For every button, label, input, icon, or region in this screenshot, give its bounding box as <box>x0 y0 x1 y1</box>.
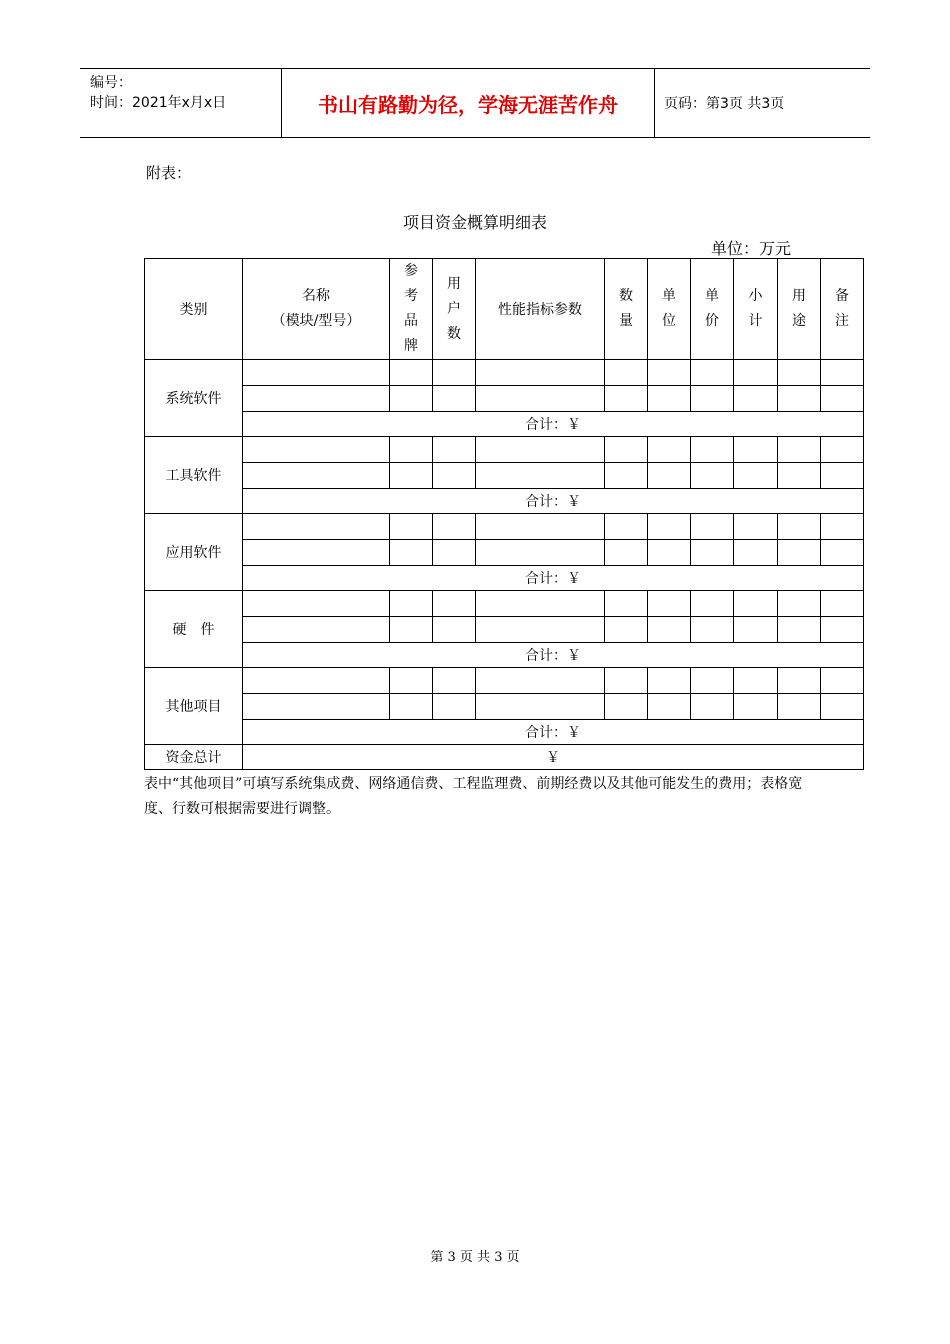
col-remark-char: 注 <box>835 313 849 329</box>
page-footer: 第 3 页 共 3 页 <box>430 1250 520 1265</box>
table-cell <box>734 591 778 617</box>
table-cell <box>778 386 821 412</box>
subtotal-row <box>145 643 864 668</box>
col-unit-char: 位 <box>662 313 676 329</box>
table-cell <box>243 668 390 694</box>
table-cell <box>243 540 390 566</box>
table-cell <box>243 617 390 643</box>
table-cell <box>821 591 864 617</box>
col-remark-char: 备 <box>835 288 849 304</box>
category-cell: 系统软件 <box>145 360 243 437</box>
col-qty-char: 量 <box>619 313 633 329</box>
header-divider <box>654 69 655 137</box>
col-users-char: 户 <box>447 300 461 317</box>
table-cell <box>778 437 821 463</box>
table-cell <box>691 694 734 720</box>
table-cell <box>648 694 691 720</box>
subtotal-cell: 合计：￥ <box>243 720 864 745</box>
col-use-char: 途 <box>792 313 806 329</box>
table-cell <box>734 437 778 463</box>
page-info: 页码：第3页 共3页 <box>664 96 785 112</box>
col-use-char: 用 <box>792 288 806 304</box>
table-cell <box>821 668 864 694</box>
col-brand-char: 牌 <box>404 338 418 354</box>
table-cell <box>691 668 734 694</box>
category-cell: 工具软件 <box>145 437 243 514</box>
table-cell <box>691 514 734 540</box>
table-cell <box>734 540 778 566</box>
table-cell <box>476 540 605 566</box>
table-cell <box>476 668 605 694</box>
grand-total-value: ￥ <box>243 745 864 770</box>
table-cell <box>778 694 821 720</box>
col-unit <box>648 259 691 360</box>
col-brand-char: 考 <box>404 288 418 304</box>
subtotal-cell: 合计：￥ <box>243 489 864 514</box>
table-cell <box>433 386 476 412</box>
table-cell <box>390 617 433 643</box>
table-cell <box>778 360 821 386</box>
table-cell <box>433 437 476 463</box>
table-cell <box>821 360 864 386</box>
table-cell <box>476 386 605 412</box>
grand-total-row <box>145 745 864 770</box>
table-cell <box>648 463 691 489</box>
col-price <box>691 259 734 360</box>
table-cell <box>433 591 476 617</box>
table-cell <box>243 514 390 540</box>
table-cell <box>691 437 734 463</box>
col-users-char: 用 <box>447 275 461 292</box>
table-cell <box>605 540 648 566</box>
table-cell <box>390 360 433 386</box>
table-cell <box>648 617 691 643</box>
col-price-char: 单 <box>705 288 719 304</box>
col-brand-char: 品 <box>404 313 418 329</box>
table-row <box>145 514 864 540</box>
table-cell <box>243 386 390 412</box>
table-row <box>145 617 864 643</box>
table-cell <box>821 617 864 643</box>
col-name <box>243 259 390 360</box>
table-cell <box>390 386 433 412</box>
table-cell <box>734 514 778 540</box>
table-cell <box>390 463 433 489</box>
table-cell <box>476 360 605 386</box>
category-cell: 硬 件 <box>145 591 243 668</box>
table-cell <box>778 540 821 566</box>
table-cell <box>691 463 734 489</box>
table-cell <box>821 386 864 412</box>
table-cell <box>433 360 476 386</box>
table-cell <box>433 617 476 643</box>
table-cell <box>390 514 433 540</box>
table-cell <box>821 437 864 463</box>
subtotal-cell: 合计：￥ <box>243 643 864 668</box>
table-header-row <box>145 259 864 360</box>
col-remark <box>821 259 864 360</box>
table-cell <box>648 668 691 694</box>
table-cell <box>648 386 691 412</box>
serial-label: 编号： <box>90 75 132 91</box>
col-spec: 性能指标参数 <box>476 259 605 360</box>
subtotal-cell: 合计：￥ <box>243 566 864 591</box>
table-cell <box>605 360 648 386</box>
table-cell <box>821 514 864 540</box>
table-cell <box>734 386 778 412</box>
table-cell <box>390 591 433 617</box>
table-row <box>145 463 864 489</box>
table-cell <box>648 360 691 386</box>
col-qty-char: 数 <box>619 288 633 304</box>
subtotal-row <box>145 720 864 745</box>
table-cell <box>778 463 821 489</box>
table-cell <box>243 360 390 386</box>
table-cell <box>605 463 648 489</box>
table-cell <box>734 463 778 489</box>
table-cell <box>605 514 648 540</box>
table-row <box>145 437 864 463</box>
subtotal-row <box>145 489 864 514</box>
col-qty <box>605 259 648 360</box>
table-cell <box>605 386 648 412</box>
table-cell <box>390 694 433 720</box>
unit-label: 单位：万元 <box>711 239 792 258</box>
col-use <box>778 259 821 360</box>
table-cell <box>476 437 605 463</box>
col-users <box>433 259 476 360</box>
table-cell <box>691 360 734 386</box>
table-cell <box>433 540 476 566</box>
table-cell <box>691 617 734 643</box>
col-users-char: 数 <box>447 325 461 342</box>
table-cell <box>476 463 605 489</box>
col-unit-char: 单 <box>662 288 676 304</box>
table-cell <box>778 591 821 617</box>
table-cell <box>734 668 778 694</box>
subtotal-cell: 合计：￥ <box>243 412 864 437</box>
table-cell <box>648 514 691 540</box>
table-cell <box>778 617 821 643</box>
table-row <box>145 694 864 720</box>
table-cell <box>734 360 778 386</box>
table-cell <box>778 514 821 540</box>
subtotal-row <box>145 412 864 437</box>
grand-total-label: 资金总计 <box>145 745 243 770</box>
document-title: 项目资金概算明细表 <box>402 213 547 232</box>
col-subtotal-char: 计 <box>748 313 763 329</box>
table-cell <box>390 540 433 566</box>
attachment-label: 附表： <box>146 164 192 182</box>
table-cell <box>433 514 476 540</box>
table-cell <box>821 463 864 489</box>
table-cell <box>476 617 605 643</box>
table-cell <box>605 694 648 720</box>
table-cell <box>476 591 605 617</box>
table-cell <box>821 540 864 566</box>
table-cell <box>243 437 390 463</box>
category-cell: 其他项目 <box>145 668 243 745</box>
col-name-line2: （模块/型号） <box>271 313 361 329</box>
col-category: 类别 <box>145 259 243 360</box>
table-cell <box>390 437 433 463</box>
motto: 书山有路勤为径，学海无涯苦作舟 <box>318 92 618 117</box>
subtotal-row <box>145 566 864 591</box>
table-cell <box>605 617 648 643</box>
table-row <box>145 360 864 386</box>
table-cell <box>243 694 390 720</box>
col-price-char: 价 <box>705 313 719 329</box>
table-cell <box>433 668 476 694</box>
table-cell <box>821 694 864 720</box>
table-note: 表中“其他项目”可填写系统集成费、网络通信费、工程监理费、前期经费以及其他可能发生的费用；表格宽度、行数可根据需要进行调整。 <box>144 776 803 817</box>
table-cell <box>691 540 734 566</box>
col-brand <box>390 259 433 360</box>
table-cell <box>691 591 734 617</box>
table-row <box>145 668 864 694</box>
table-cell <box>734 617 778 643</box>
table-cell <box>433 694 476 720</box>
table-cell <box>243 463 390 489</box>
table-row <box>145 540 864 566</box>
col-subtotal <box>734 259 778 360</box>
table-cell <box>691 386 734 412</box>
time-label: 时间：2021年x月x日 <box>90 95 227 111</box>
col-name-line1: 名称 <box>302 288 330 304</box>
table-cell <box>605 437 648 463</box>
table-row <box>145 591 864 617</box>
header-meta <box>90 73 226 113</box>
table-cell <box>734 694 778 720</box>
table-row <box>145 386 864 412</box>
table-cell <box>648 437 691 463</box>
table-cell <box>778 668 821 694</box>
col-subtotal-char: 小 <box>748 288 763 304</box>
col-brand-char: 参 <box>404 263 418 279</box>
budget-table <box>144 258 864 770</box>
table-cell <box>243 591 390 617</box>
table-cell <box>390 668 433 694</box>
table-cell <box>433 463 476 489</box>
table-cell <box>648 540 691 566</box>
category-cell: 应用软件 <box>145 514 243 591</box>
table-cell <box>476 514 605 540</box>
table-cell <box>648 591 691 617</box>
table-cell <box>605 591 648 617</box>
table-cell <box>476 694 605 720</box>
table-cell <box>605 668 648 694</box>
page-header <box>80 68 870 138</box>
